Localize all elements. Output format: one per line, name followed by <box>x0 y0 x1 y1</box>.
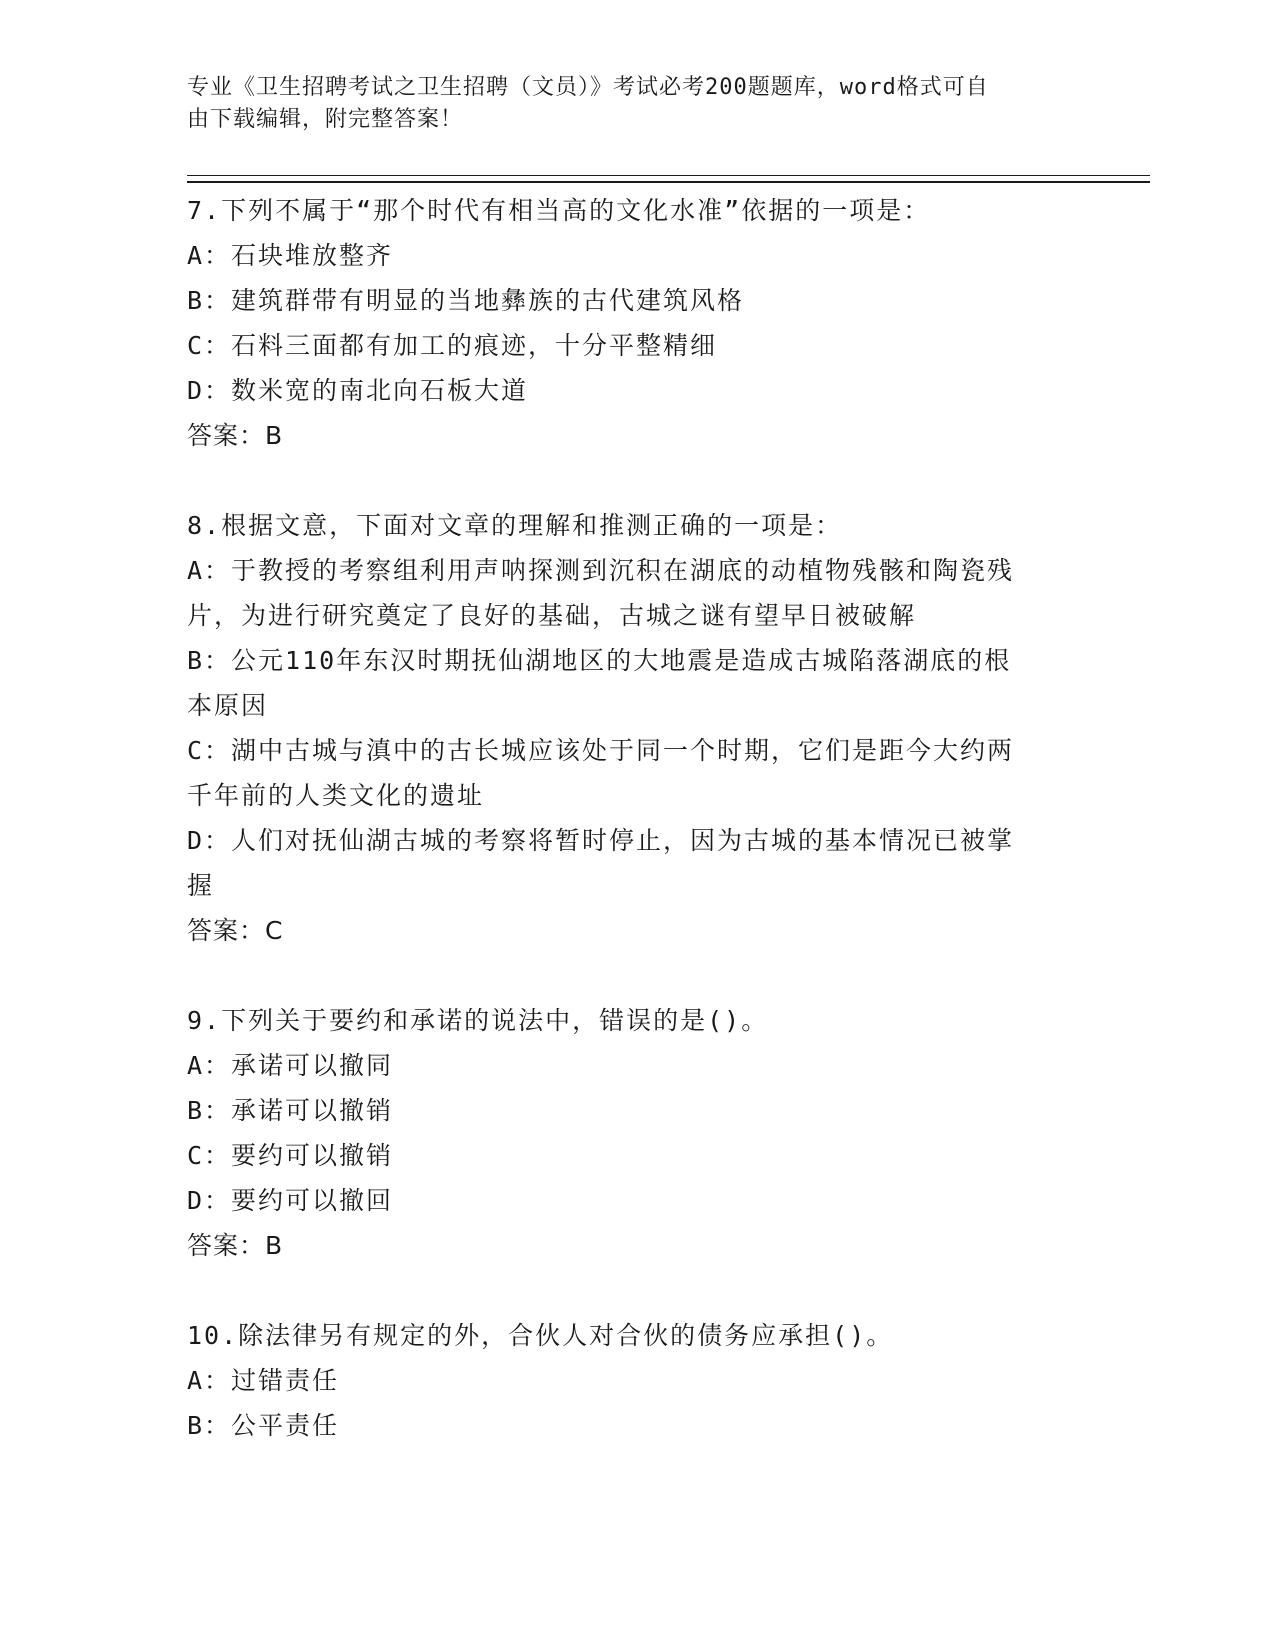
question-stem: 10.除法律另有规定的外，合伙人对合伙的债务应承担()。 <box>187 1321 894 1350</box>
option-b: B：公平责任 <box>187 1411 340 1440</box>
header-line: 由下载编辑，附完整答案！ <box>187 107 464 132</box>
option-b: B：建筑群带有明显的当地彝族的古代建筑风格 <box>187 286 745 315</box>
option-a: A：过错责任 <box>187 1366 340 1395</box>
answer-line: 答案：B <box>187 421 284 450</box>
option-a: A：承诺可以撤同 <box>187 1051 394 1080</box>
option-d-continued: 握 <box>187 871 215 900</box>
answer-line: 答案：B <box>187 1231 284 1260</box>
option-c: C：石料三面都有加工的痕迹，十分平整精细 <box>187 331 718 360</box>
option-c: C：湖中古城与滇中的古长城应该处于同一个时期，它们是距今大约两 <box>187 736 1015 765</box>
option-a: A：于教授的考察组利用声呐探测到沉积在湖底的动植物残骸和陶瓷残 <box>187 556 1015 585</box>
question-stem: 8.根据文意，下面对文章的理解和推测正确的一项是： <box>187 511 843 540</box>
question-stem: 7.下列不属于“那个时代有相当高的文化水准”依据的一项是： <box>187 196 931 225</box>
document-header <box>187 72 1067 136</box>
divider-rule <box>187 175 1150 176</box>
question-7 <box>187 188 1067 458</box>
question-9 <box>187 998 1067 1268</box>
question-10 <box>187 1313 1067 1448</box>
option-c-continued: 千年前的人类文化的遗址 <box>187 781 485 810</box>
header-line: 专业《卫生招聘考试之卫生招聘（文员）》考试必考200题题库，word格式可自 <box>187 75 989 100</box>
option-a-continued: 片，为进行研究奠定了良好的基础，古城之谜有望早日被破解 <box>187 601 917 630</box>
option-c: C：要约可以撤销 <box>187 1141 394 1170</box>
option-b: B：承诺可以撤销 <box>187 1096 394 1125</box>
option-d: D：要约可以撤回 <box>187 1186 394 1215</box>
question-list <box>187 188 1067 1493</box>
answer-line: 答案：C <box>187 916 284 945</box>
option-d: D：数米宽的南北向石板大道 <box>187 376 529 405</box>
question-8 <box>187 503 1067 953</box>
option-d: D：人们对抚仙湖古城的考察将暂时停止，因为古城的基本情况已被掌 <box>187 826 1015 855</box>
option-b-continued: 本原因 <box>187 691 269 720</box>
divider-rule <box>187 181 1150 183</box>
option-a: A：石块堆放整齐 <box>187 241 394 270</box>
option-b: B：公元110年东汉时期抚仙湖地区的大地震是造成古城陷落湖底的根 <box>187 646 1012 675</box>
question-stem: 9.下列关于要约和承诺的说法中，错误的是()。 <box>187 1006 769 1035</box>
